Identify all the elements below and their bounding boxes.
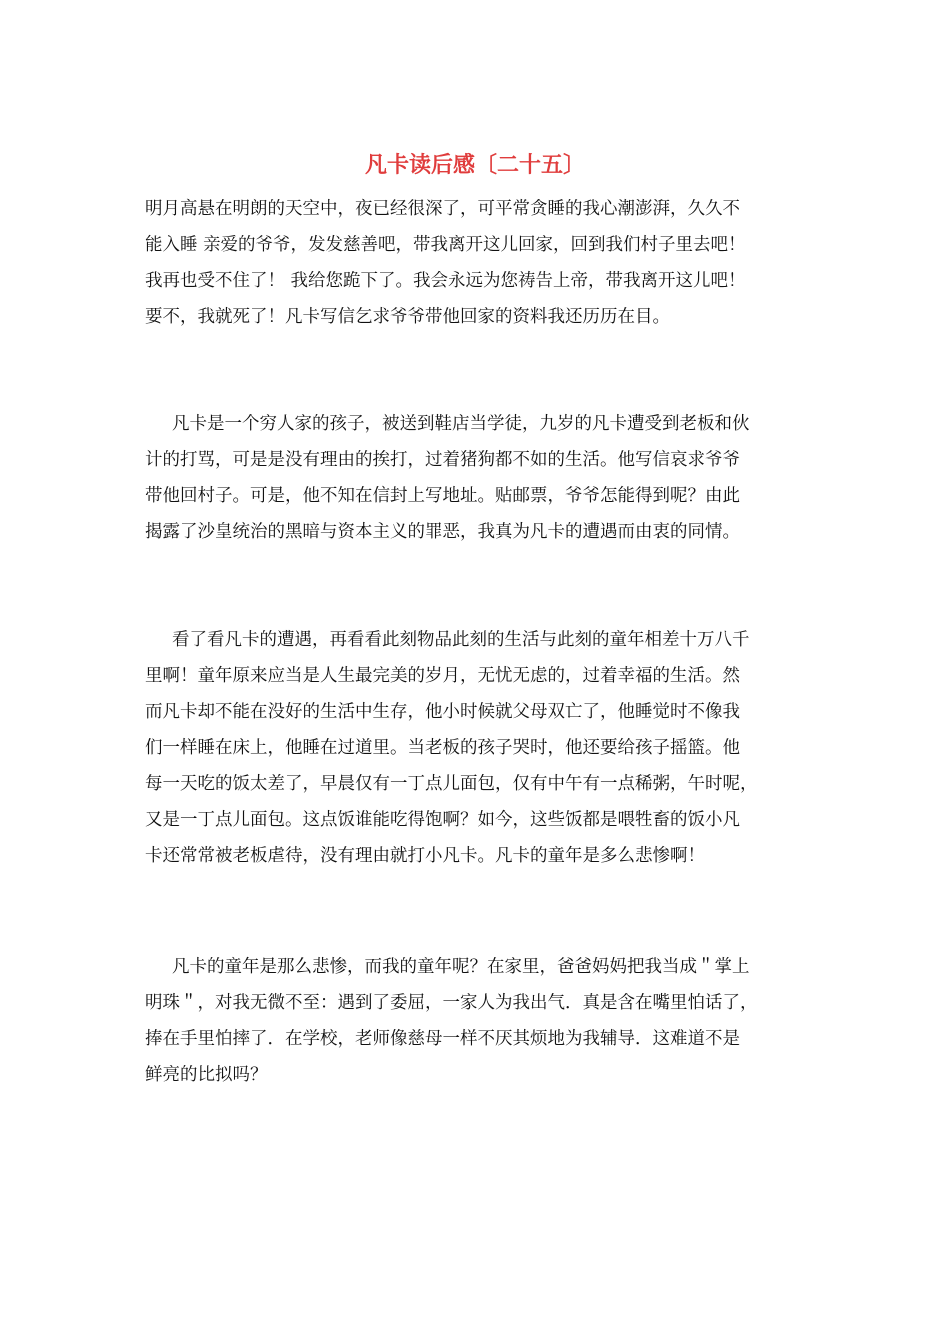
paragraph-line: 卡还常常被老板虐待，没有理由就打小凡卡。凡卡的童年是多么悲惨啊！	[145, 846, 705, 866]
paragraph-2	[145, 406, 805, 550]
paragraph-line: 能入睡 亲爱的爷爷，发发慈善吧，带我离开这儿回家，回到我们村子里去吧！	[145, 235, 746, 255]
paragraph-line: 明珠＂，对我无微不至：遇到了委屈，一家人为我出气．真是含在嘴里怕话了，	[145, 993, 758, 1013]
paragraph-line: 鲜亮的比拟吗？	[145, 1065, 268, 1085]
paragraph-4	[145, 949, 805, 1093]
paragraph-line: 而凡卡却不能在没好的生活中生存，他小时候就父母双亡了，他睡觉时不像我	[145, 702, 740, 722]
paragraph-line: 凡卡的童年是那么悲惨，而我的童年呢？在家里，爸爸妈妈把我当成＂掌上	[172, 957, 750, 977]
paragraph-line: 我再也受不住了！ 我给您跪下了。我会永远为您祷告上帝，带我离开这儿吧！	[145, 271, 746, 291]
paragraph-line: 要不，我就死了！凡卡写信乞求爷爷带他回家的资料我还历历在目。	[145, 307, 670, 327]
paragraph-line: 明月高悬在明朗的天空中，夜已经很深了，可平常贪睡的我心潮澎湃，久久不	[145, 199, 740, 219]
paragraph-line: 捧在手里怕摔了．在学校，老师像慈母一样不厌其烦地为我辅导．这难道不是	[145, 1029, 740, 1049]
paragraph-line: 揭露了沙皇统治的黑暗与资本主义的罪恶，我真为凡卡的遭遇而由衷的同情。	[145, 522, 740, 542]
document-title: 凡卡读后感〔二十五〕	[364, 152, 585, 178]
paragraph-line: 看了看凡卡的遭遇，再看看此刻物品此刻的生活与此刻的童年相差十万八千	[172, 630, 750, 650]
paragraph-1	[145, 191, 805, 335]
paragraph-3	[145, 622, 805, 874]
paragraph-line: 里啊！童年原来应当是人生最完美的岁月，无忧无虑的，过着幸福的生活。然	[145, 666, 740, 686]
paragraph-line: 又是一丁点儿面包。这点饭谁能吃得饱啊？如今，这些饭都是喂牲畜的饭小凡	[145, 810, 740, 830]
paragraph-line: 凡卡是一个穷人家的孩子，被送到鞋店当学徒，九岁的凡卡遭受到老板和伙	[172, 414, 750, 434]
paragraph-line: 们一样睡在床上，他睡在过道里。当老板的孩子哭时，他还要给孩子摇篮。他	[145, 738, 740, 758]
paragraph-line: 带他回村子。可是，他不知在信封上写地址。贴邮票，爷爷怎能得到呢？由此	[145, 486, 740, 506]
paragraph-line: 计的打骂，可是是没有理由的挨打，过着猪狗都不如的生活。他写信哀求爷爷	[145, 450, 740, 470]
paragraph-line: 每一天吃的饭太差了，早晨仅有一丁点儿面包，仅有中午有一点稀粥，午时呢，	[145, 774, 758, 794]
